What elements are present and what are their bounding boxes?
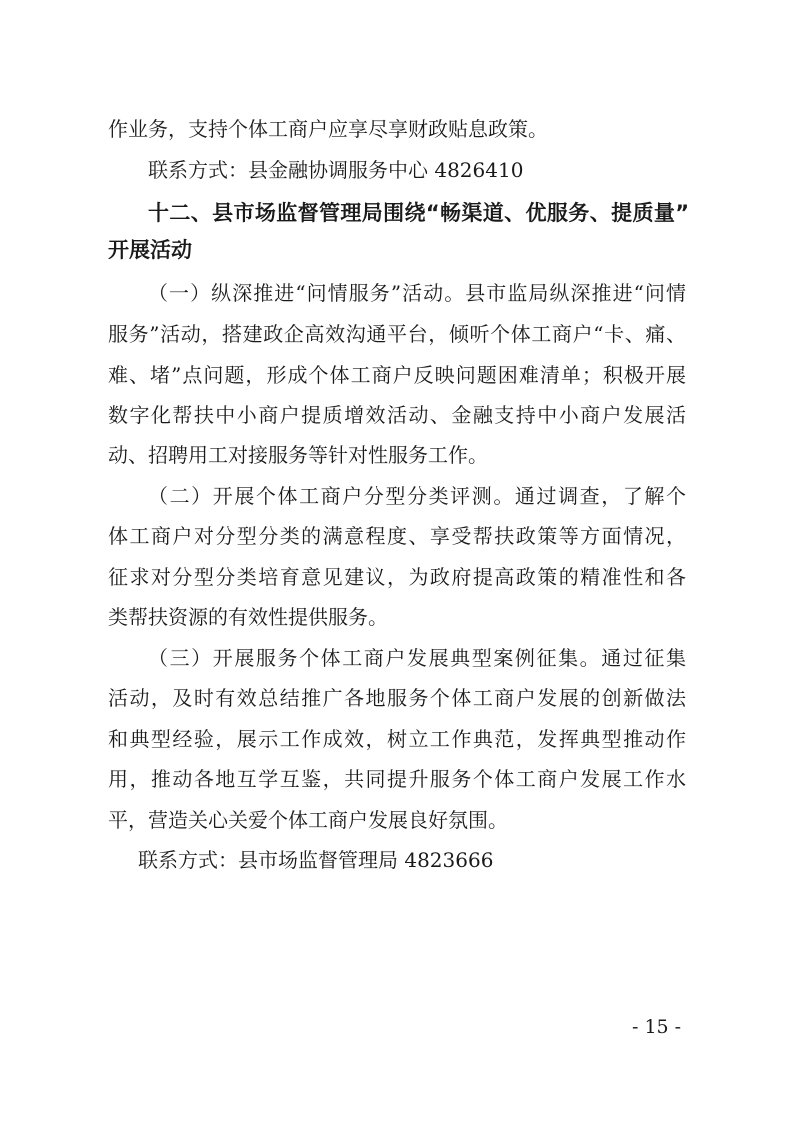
paragraph-1-line-1: （一）纵深推进“问情服务”活动。县市监局纵深推进“问情 <box>148 281 686 305</box>
paragraph-2-line-1: （二）开展个体工商户分型分类评测。通过调查，了解个 <box>148 484 686 508</box>
paragraph-1-line-5: 动、招聘用工对接服务等针对性服务工作。 <box>108 443 488 467</box>
paragraph-1-line-4: 数字化帮扶中小商户提质增效活动、金融支持中小商户发展活 <box>108 403 686 427</box>
text-line-1: 作业务，支持个体工商户应享尽享财政贴息政策。 <box>108 117 548 141</box>
paragraph-3-line-3: 和典型经验，展示工作成效，树立工作典范，发挥典型推动作 <box>108 727 686 751</box>
paragraph-2-line-4: 类帮扶资源的有效性提供服务。 <box>108 605 388 629</box>
paragraph-1-line-3: 难、堵”点问题，形成个体工商户反映问题困难清单；积极开展 <box>108 363 686 387</box>
paragraph-2-line-2: 体工商户对分型分类的满意程度、享受帮扶政策等方面情况， <box>108 524 686 548</box>
paragraph-3-line-2: 活动，及时有效总结推广各地服务个体工商户发展的创新做法 <box>108 686 686 710</box>
paragraph-3-line-4: 用，推动各地互学互鉴，共同提升服务个体工商户发展工作水 <box>108 767 686 791</box>
section-twelve-heading-line-1: 十二、县市场监督管理局围绕“畅渠道、优服务、提质量” <box>148 201 689 225</box>
paragraph-2-line-3: 征求对分型分类培育意见建议，为政府提高政策的精准性和各 <box>108 565 686 589</box>
paragraph-3-line-1: （三）开展服务个体工商户发展典型案例征集。通过征集 <box>148 646 686 670</box>
paragraph-3-line-5: 平，营造关心关爱个体工商户发展良好氛围。 <box>108 808 508 832</box>
contact-market-supervision: 联系方式：县市场监督管理局 4823666 <box>138 848 494 872</box>
paragraph-1-line-2: 服务”活动，搭建政企高效沟通平台，倾听个体工商户“卡、痛、 <box>108 322 686 346</box>
contact-finance-center: 联系方式：县金融协调服务中心 4826410 <box>148 158 524 182</box>
page-number: - 15 - <box>632 1016 682 1038</box>
section-twelve-heading-line-2: 开展活动 <box>108 238 192 262</box>
